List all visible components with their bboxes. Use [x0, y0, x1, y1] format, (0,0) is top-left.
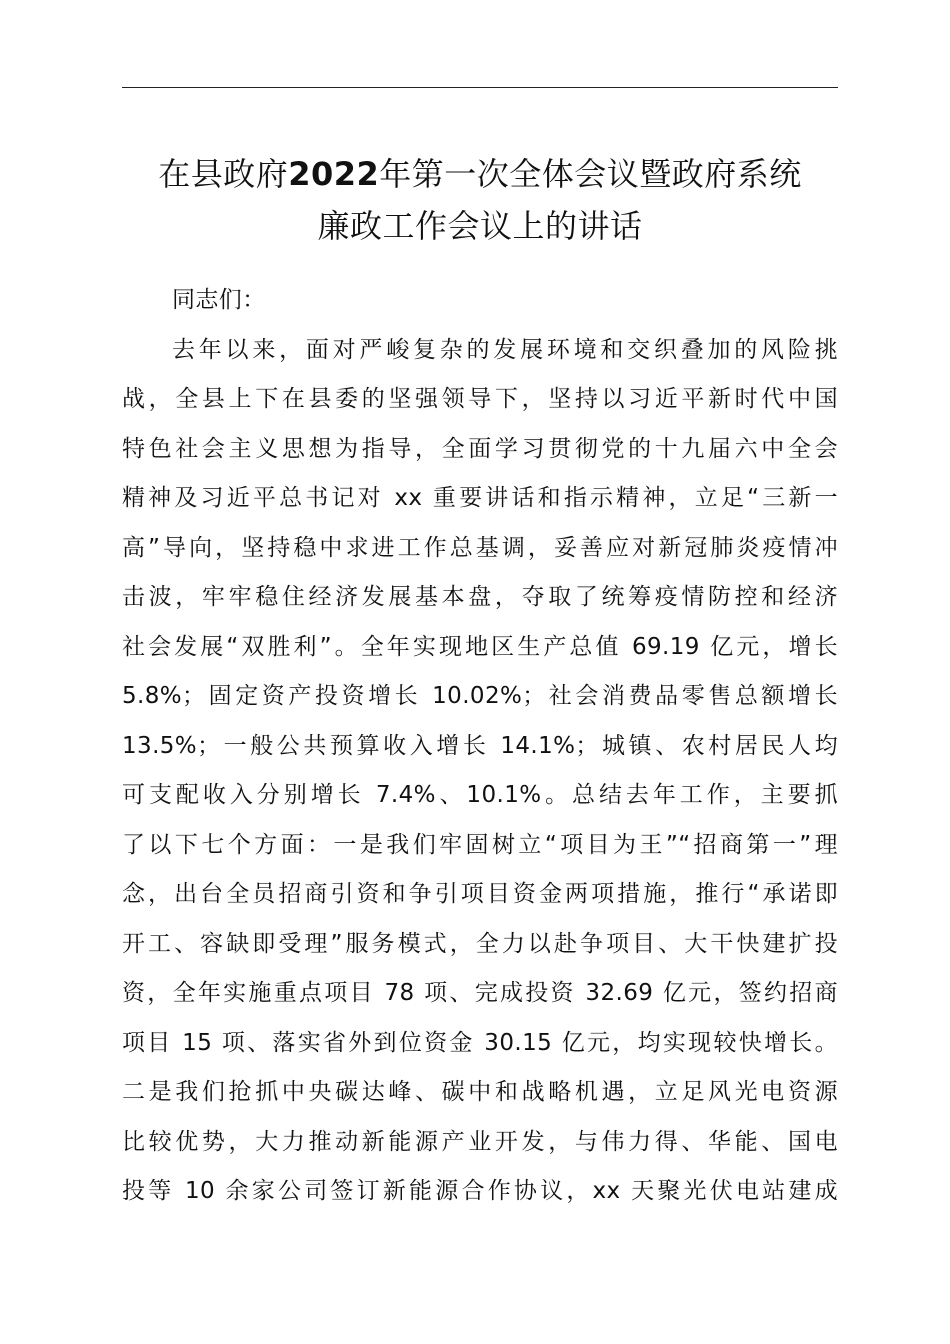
paragraph-line: 13.5%；一般公共预算收入增长 14.1%；城镇、农村居民人均	[122, 732, 838, 759]
paragraph-line: 去年以来，面对严峻复杂的发展环境和交织叠加的风险挑	[172, 336, 838, 363]
paragraph-line: 投等 10 余家公司签订新能源合作协议，xx 天聚光伏电站建成	[122, 1178, 838, 1204]
paragraph-line: 资，全年实施重点项目 78 项、完成投资 32.69 亿元，签约招商	[122, 980, 838, 1006]
paragraph-line: 比较优势，大力推动新能源产业开发，与伟力得、华能、国电	[122, 1128, 838, 1155]
paragraph-line: 5.8%；固定资产投资增长 10.02%；社会消费品零售总额增长	[122, 683, 838, 709]
body-text	[122, 276, 838, 1217]
title-text: 在县政府	[158, 155, 289, 193]
paragraph-line: 精神及习近平总书记对 xx 重要讲话和指示精神，立足“三新一	[122, 485, 838, 511]
paragraph-line: 高”导向，坚持稳中求进工作总基调，妥善应对新冠肺炎疫情冲	[122, 534, 838, 561]
paragraph-line: 特色社会主义思想为指导，全面学习贯彻党的十九届六中全会	[122, 435, 838, 462]
title-line	[110, 200, 850, 252]
paragraph-line: 了以下七个方面：一是我们牢固树立“项目为王”“招商第一”理	[122, 831, 838, 858]
title-text: 廉政工作会议上的讲话	[317, 207, 643, 245]
paragraph-line: 项目 15 项、落实省外到位资金 30.15 亿元，均实现较快增长。	[122, 1029, 838, 1056]
paragraph-line: 击波，牢牢稳住经济发展基本盘，夺取了统筹疫情防控和经济	[122, 584, 838, 610]
salutation: 同志们：	[172, 287, 266, 313]
title-line	[110, 148, 850, 200]
paragraph-line: 开工、容缺即受理”服务模式，全力以赴争项目、大干快建扩投	[122, 930, 838, 957]
title-year: 2022	[288, 155, 380, 193]
header-rule	[122, 87, 838, 88]
paragraph-line: 二是我们抢抓中央碳达峰、碳中和战略机遇，立足风光电资源	[122, 1079, 838, 1105]
document-title	[110, 148, 850, 252]
paragraph-line: 可支配收入分别增长 7.4%、10.1%。总结去年工作，主要抓	[122, 782, 838, 808]
paragraph-line: 社会发展“双胜利”。全年实现地区生产总值 69.19 亿元，增长	[122, 633, 838, 660]
paragraph-line: 念，出台全员招商引资和争引项目资金两项措施，推行“承诺即	[122, 881, 838, 907]
title-text: 年第一次全体会议暨政府系统	[379, 155, 802, 193]
paragraph-line: 战，全县上下在县委的坚强领导下，坚持以习近平新时代中国	[122, 386, 838, 412]
